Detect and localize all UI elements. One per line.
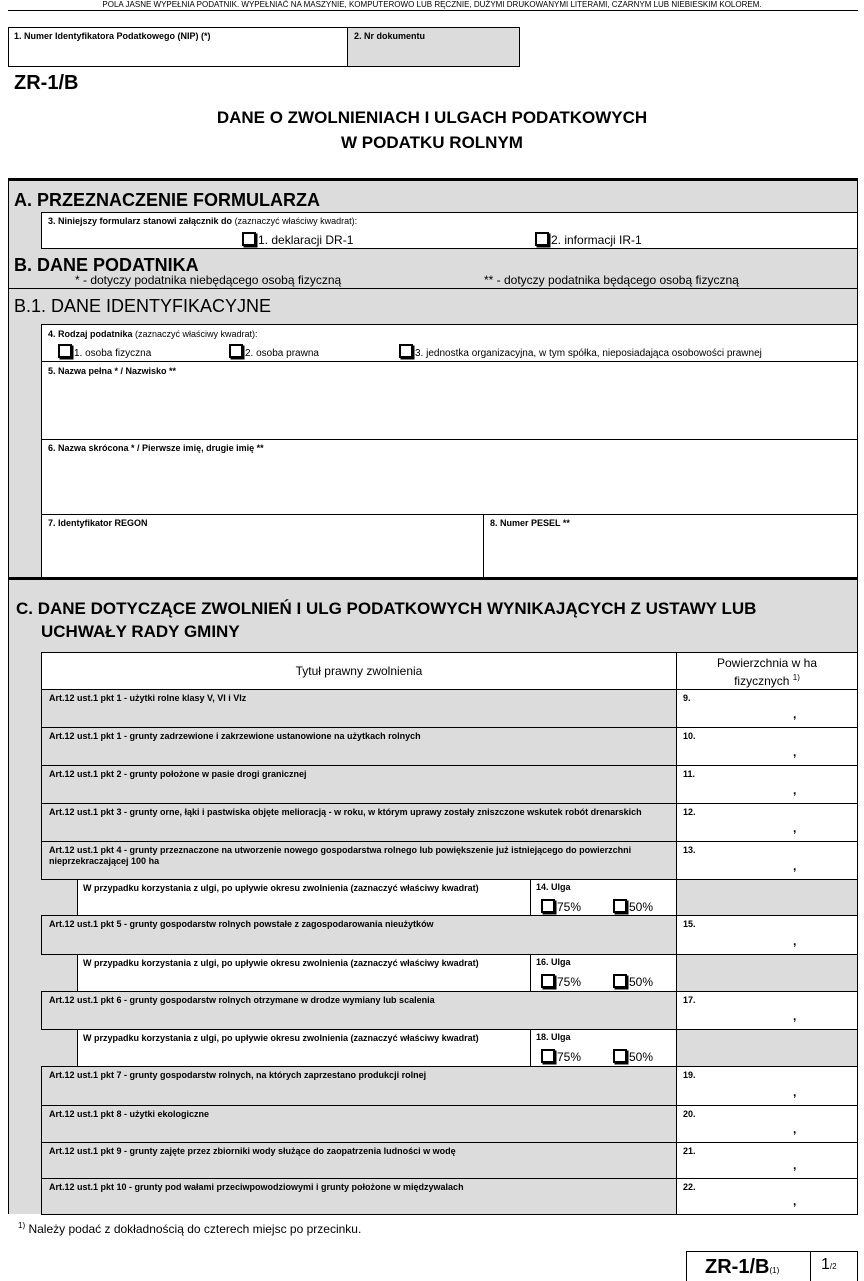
table-row [41, 803, 677, 842]
col-header-area-line2: fizycznych $^{1)}$ [734, 673, 800, 688]
row-field-number: 22. [683, 1182, 696, 1192]
row-field-number: 12. [683, 807, 696, 817]
checkbox-icon[interactable] [535, 232, 549, 246]
section-c-rule [8, 577, 858, 580]
row-legal-title: Art.12 ust.1 pkt 10 - grunty pod wałami przeciwpowodziowymi i grunty położone w międzywalach [49, 1182, 464, 1192]
section-a-title: A. PRZEZNACZENIE FORMULARZA [14, 190, 320, 210]
section-b-title: B. DANE PODATNIKA [14, 255, 199, 275]
footer-form-code: ZR-1/B(1) [705, 1256, 780, 1278]
table-row [41, 841, 677, 880]
table-row [41, 1142, 677, 1179]
relief-label: 16. Ulga [536, 957, 571, 967]
row-area-input[interactable] [676, 915, 858, 955]
nip-label: 1. Numer Identyfikatora Podatkowego (NIP) (*) [14, 31, 211, 41]
decimal-comma: , [793, 1194, 797, 1208]
table-row [41, 1178, 677, 1215]
field-4-box [41, 324, 858, 362]
row-field-number: 17. [683, 995, 696, 1005]
option-dr1[interactable]: 1. deklaracji DR-1 [242, 232, 353, 247]
col-header-legal-title: Tytuł prawny zwolnienia [295, 664, 423, 678]
table-row [41, 915, 677, 955]
field-7-label: 7. Identyfikator REGON [48, 518, 148, 528]
relief-area-blank [676, 1029, 858, 1067]
decimal-comma: , [793, 1009, 797, 1023]
relief-option-50[interactable]: 50% [613, 974, 653, 989]
relief-text: W przypadku korzystania z ulgi, po upływie okresu zwolnienia (zaznaczyć właściwy kwadrat) [83, 958, 479, 968]
field-4-label: 4. Rodzaj podatnika (zaznaczyć właściwy kwadrat): [48, 329, 258, 339]
table-row [41, 1105, 677, 1143]
field-7-input[interactable] [41, 514, 484, 578]
row-area-input[interactable] [676, 803, 858, 842]
table-row [41, 689, 677, 728]
field-3-box [41, 212, 858, 249]
relief-label: 18. Ulga [536, 1032, 571, 1042]
row-field-number: 20. [683, 1109, 696, 1119]
checkbox-icon[interactable] [613, 1049, 627, 1063]
field-5-input[interactable] [41, 361, 858, 440]
footer-divider [810, 1252, 811, 1281]
relief-option-75[interactable]: 75% [541, 1049, 581, 1064]
row-field-number: 19. [683, 1070, 696, 1080]
row-field-number: 15. [683, 919, 696, 929]
note-non-physical: * - dotyczy podatnika niebędącego osobą fizyczną [75, 273, 342, 287]
form-title-line2: W PODATKU ROLNYM [341, 133, 523, 152]
checkbox-icon[interactable] [58, 344, 72, 358]
row-area-input[interactable] [676, 1178, 858, 1215]
relief-description [77, 1029, 531, 1067]
checkbox-icon[interactable] [229, 344, 243, 358]
row-area-input[interactable] [676, 841, 858, 880]
relief-option-75[interactable]: 75% [541, 974, 581, 989]
row-field-number: 21. [683, 1146, 696, 1156]
checkbox-icon[interactable] [541, 899, 555, 913]
row-legal-title: Art.12 ust.1 pkt 1 - grunty zadrzewione i zakrzewione ustanowione na użytkach rolnych [49, 731, 421, 741]
page-number: 1/2 [821, 1256, 837, 1273]
field-6-input[interactable] [41, 439, 858, 515]
form-code: ZR-1/B [14, 72, 79, 94]
row-legal-title: Art.12 ust.1 pkt 2 - grunty położone w pasie drogi granicznej [49, 769, 307, 779]
field-5-label: 5. Nazwa pełna * / Nazwisko ** [48, 366, 177, 376]
note-physical: ** - dotyczy podatnika będącego osobą fizyczną [484, 273, 739, 287]
option-org-unit[interactable]: 3. jednostka organizacyjna, w tym spółka, nieposiadająca osobowości prawnej [399, 344, 762, 360]
relief-text: W przypadku korzystania z ulgi, po upływie okresu zwolnienia (zaznaczyć właściwy kwadrat) [83, 883, 479, 893]
table-row [41, 991, 677, 1030]
row-legal-title: Art.12 ust.1 pkt 9 - grunty zajęte przez zbiorniki wody służące do zaopatrzenia ludności w wodę [49, 1146, 456, 1156]
decimal-comma: , [793, 934, 797, 948]
row-area-input[interactable] [676, 991, 858, 1030]
row-legal-title: Art.12 ust.1 pkt 5 - grunty gospodarstw rolnych powstałe z zagospodarowania nieużytków [49, 919, 434, 929]
option-ir1[interactable]: 2. informacji IR-1 [535, 232, 642, 247]
row-area-input[interactable] [676, 1066, 858, 1106]
table-row [41, 727, 677, 766]
relief-text: W przypadku korzystania z ulgi, po upływie okresu zwolnienia (zaznaczyć właściwy kwadrat) [83, 1033, 479, 1043]
table-row [41, 1066, 677, 1106]
table-row [41, 765, 677, 804]
row-legal-title: Art.12 ust.1 pkt 4 - grunty przeznaczone na utworzenie nowego gospodarstwa rolnego lub powiększenie już istniejącego do powierzchni nieprzekraczającej 100 ha [49, 845, 632, 866]
option-legal-person[interactable]: 2. osoba prawna [229, 344, 319, 360]
top-rule [8, 10, 858, 11]
checkbox-icon[interactable] [399, 344, 413, 358]
row-area-input[interactable] [676, 689, 858, 728]
field-3-label: 3. Niniejszy formularz stanowi załącznik do (zaznaczyć właściwy kwadrat): [48, 216, 358, 226]
col-header-area-line1: Powierzchnia w ha [716, 656, 818, 670]
decimal-comma: , [793, 1158, 797, 1172]
field-8-label: 8. Numer PESEL ** [490, 518, 570, 528]
row-legal-title: Art.12 ust.1 pkt 7 - grunty gospodarstw rolnych, na których zaprzestano produkcji rolnej [49, 1070, 427, 1080]
option-natural-person[interactable]: 1. osoba fizyczna [58, 344, 151, 360]
section-b1-title: B.1. DANE IDENTYFIKACYJNE [14, 296, 272, 316]
relief-options [530, 954, 677, 992]
decimal-comma: , [793, 745, 797, 759]
doc-number-label: 2. Nr dokumentu [354, 31, 426, 41]
decimal-comma: , [793, 1085, 797, 1099]
row-field-number: 9. [683, 693, 691, 703]
form-title-line1: DANE O ZWOLNIENIACH I ULGACH PODATKOWYCH [216, 108, 648, 127]
checkbox-icon[interactable] [541, 1049, 555, 1063]
checkbox-icon[interactable] [541, 974, 555, 988]
row-legal-title: Art.12 ust.1 pkt 8 - użytki ekologiczne [49, 1109, 210, 1119]
row-legal-title: Art.12 ust.1 pkt 1 - użytki rolne klasy V, VI i VIz [49, 693, 247, 703]
b-rule [8, 288, 858, 289]
field-6-label: 6. Nazwa skrócona * / Pierwsze imię, drugie imię ** [48, 443, 264, 453]
row-area-input[interactable] [676, 727, 858, 766]
top-instruction: POLA JASNE WYPEŁNIA PODATNIK. WYPEŁNIAĆ NA MASZYNIE, KOMPUTEROWO LUB RĘCZNIE, DUŻYMI DRUKOWANYMI LITERAMI, CZARNYM LUB NIEBIESKIM KOLOREM. [102, 0, 762, 9]
footnote: $^{1)}$ Należy podać z dokładnością do czterech miejsc po przecinku. [18, 1221, 362, 1236]
row-field-number: 13. [683, 845, 696, 855]
decimal-comma: , [793, 859, 797, 873]
section-c-title-line2: UCHWAŁY RADY GMINY [41, 622, 240, 641]
relief-label: 14. Ulga [536, 882, 571, 892]
relief-option-75[interactable]: 75% [541, 899, 581, 914]
row-field-number: 10. [683, 731, 696, 741]
row-area-input[interactable] [676, 765, 858, 804]
row-legal-title: Art.12 ust.1 pkt 6 - grunty gospodarstw rolnych otrzymane w drodze wymiany lub scalenia [49, 995, 435, 1005]
relief-options [530, 879, 677, 916]
row-field-number: 11. [683, 769, 696, 779]
checkbox-icon[interactable] [242, 232, 256, 246]
relief-options [530, 1029, 677, 1067]
section-a-rule [8, 178, 858, 181]
relief-option-50[interactable]: 50% [613, 899, 653, 914]
decimal-comma: , [793, 1122, 797, 1136]
nip-field[interactable] [8, 27, 348, 67]
section-c-title-line1: C. DANE DOTYCZĄCE ZWOLNIEŃ I ULG PODATKOWYCH WYNIKAJĄCYCH Z USTAWY LUB [16, 599, 757, 618]
decimal-comma: , [793, 783, 797, 797]
decimal-comma: , [793, 821, 797, 835]
footer-box [686, 1251, 858, 1281]
relief-option-50[interactable]: 50% [613, 1049, 653, 1064]
doc-number-field [347, 27, 520, 67]
row-area-input[interactable] [676, 1105, 858, 1143]
field-8-input[interactable] [483, 514, 858, 578]
table-header-title [41, 652, 677, 690]
relief-area-blank [676, 954, 858, 992]
decimal-comma: , [793, 707, 797, 721]
checkbox-icon[interactable] [613, 899, 627, 913]
table-header-area [676, 652, 858, 690]
relief-description [77, 879, 531, 916]
checkbox-icon[interactable] [613, 974, 627, 988]
row-legal-title: Art.12 ust.1 pkt 3 - grunty orne, łąki i pastwiska objęte melioracją - w roku, w którym uprawy zostały zniszczone wskutek robót drenarskich [49, 807, 642, 817]
relief-area-blank [676, 879, 858, 916]
relief-description [77, 954, 531, 992]
row-area-input[interactable] [676, 1142, 858, 1179]
